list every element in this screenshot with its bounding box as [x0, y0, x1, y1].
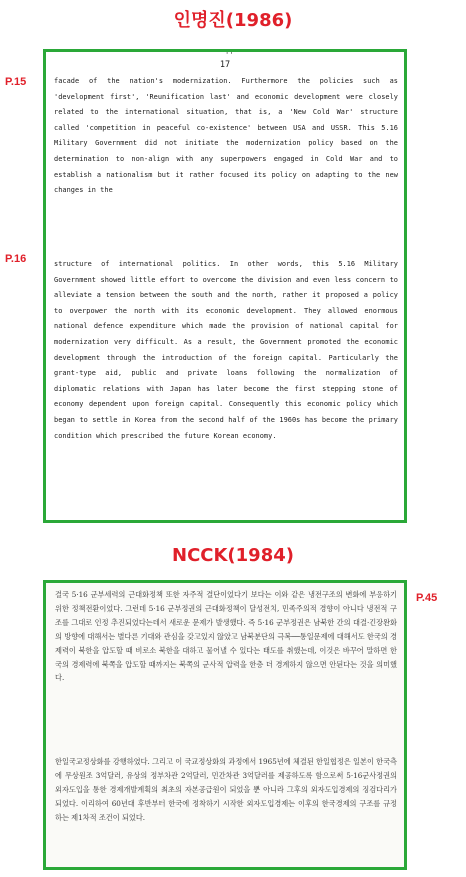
page-number: 17	[219, 60, 231, 70]
korean-document-frame	[43, 580, 407, 870]
bottom-title: NCCK(1984)	[172, 545, 294, 566]
korean-paragraph-2: 한일국교정상화를 강행하였다. 그리고 이 국교정상화의 과정에서 1965년에 체결된 한일협정은 일본이 한국측에 무상원조 3억달러, 유상의 정부차관 2억달러, 민간차관 3억달러를 제공하도록 함으로써 5·16군사정권의 외자도입을 통한 경제개발계획의 최초의 자본공급원이 되었을 뿐 아니라 그후의 외자도입경제의 징검다리가 되었다. 이리하여 60년대 후반부터 한국에 정착하기 시작한 외자도입경제는 이후의 한국경제의 구조를 규정하는 제1차적 조건이 되었다.	[55, 757, 397, 822]
english-document-frame	[43, 49, 407, 523]
page-label-p15: P.15	[5, 76, 27, 88]
top-title: 인명진(1986)	[173, 10, 293, 31]
korean-paragraph-1: 결국 5·16 군부세력의 근대화정책 또한 자주적 결단이었다기 보다는 이와 같은 냉전구조의 변화에 부응하기 위한 정책전환이었다. 그런데 5·16 군부정권의 근대화정책이 달성전치, 민족주의적 경향이 아니다 냉전적 구조를 그대로 인정 추진되었다는데서 새로운 문제가 발생했다. 즉 5·16 군부정권은 남북한 간의 대결·긴장완화의 방향에 대해서는 별다른 기대와 관심을 갖고있지 않았고 남북분단의 극복──통일문제에 대해서도 한국의 경제력이 북한을 압도할 때 비로소 북한을 대하고 물어낼 수 있다는 태도를 취했는데, 이것은 바꾸어 말하면 한국의 경제력에 북쪽을 압도할 때까지는 북쪽의 군사적 압력을 한층 더 경계하지 않으면 안된다는 것을 의미했다.	[55, 590, 397, 683]
page-label-p45: P.45	[416, 592, 438, 604]
english-paragraph-2: structure of international politics. In other words, this 5.16 Military Government showed little effort to overcome the division and even less concern to alleviate a tension between the south and the north, rather it proposed a policy to overpower the north with its economic development. They allowed enormous national defence expenditure which made the provision of national capital for modernization very difficult. As a result, the Government promoted the economic development through the introduction of the foreign capital. Particularly the grant-type aid, public and private loans following the normalization of diplomatic relations with Japan has later become the first stepping stone of economy dependent upon foreign capital. Consequently this economic policy which began to settle in Korea from the second half of the 1960s has become the primary condition which prescribed the future Korean economy.	[54, 260, 398, 440]
page-label-p16: P.16	[5, 253, 27, 265]
english-paragraph-1: facade of the nation's modernization. Furthermore the policies such as 'development first', 'Reunification last' and economic development were closely related to the international situation, that is, a 'New Cold War' structure called 'competition in peaceful co-existence' between USA and USSR. This 5.16 Military Government did not initiate the modernization policy based on the determination to non-align with any superpowers engaged in Cold War and to establish a nationalism but it rather focused its policy on adapting to the new changes in the	[54, 77, 398, 195]
page-tick-mark: ''	[225, 51, 234, 59]
